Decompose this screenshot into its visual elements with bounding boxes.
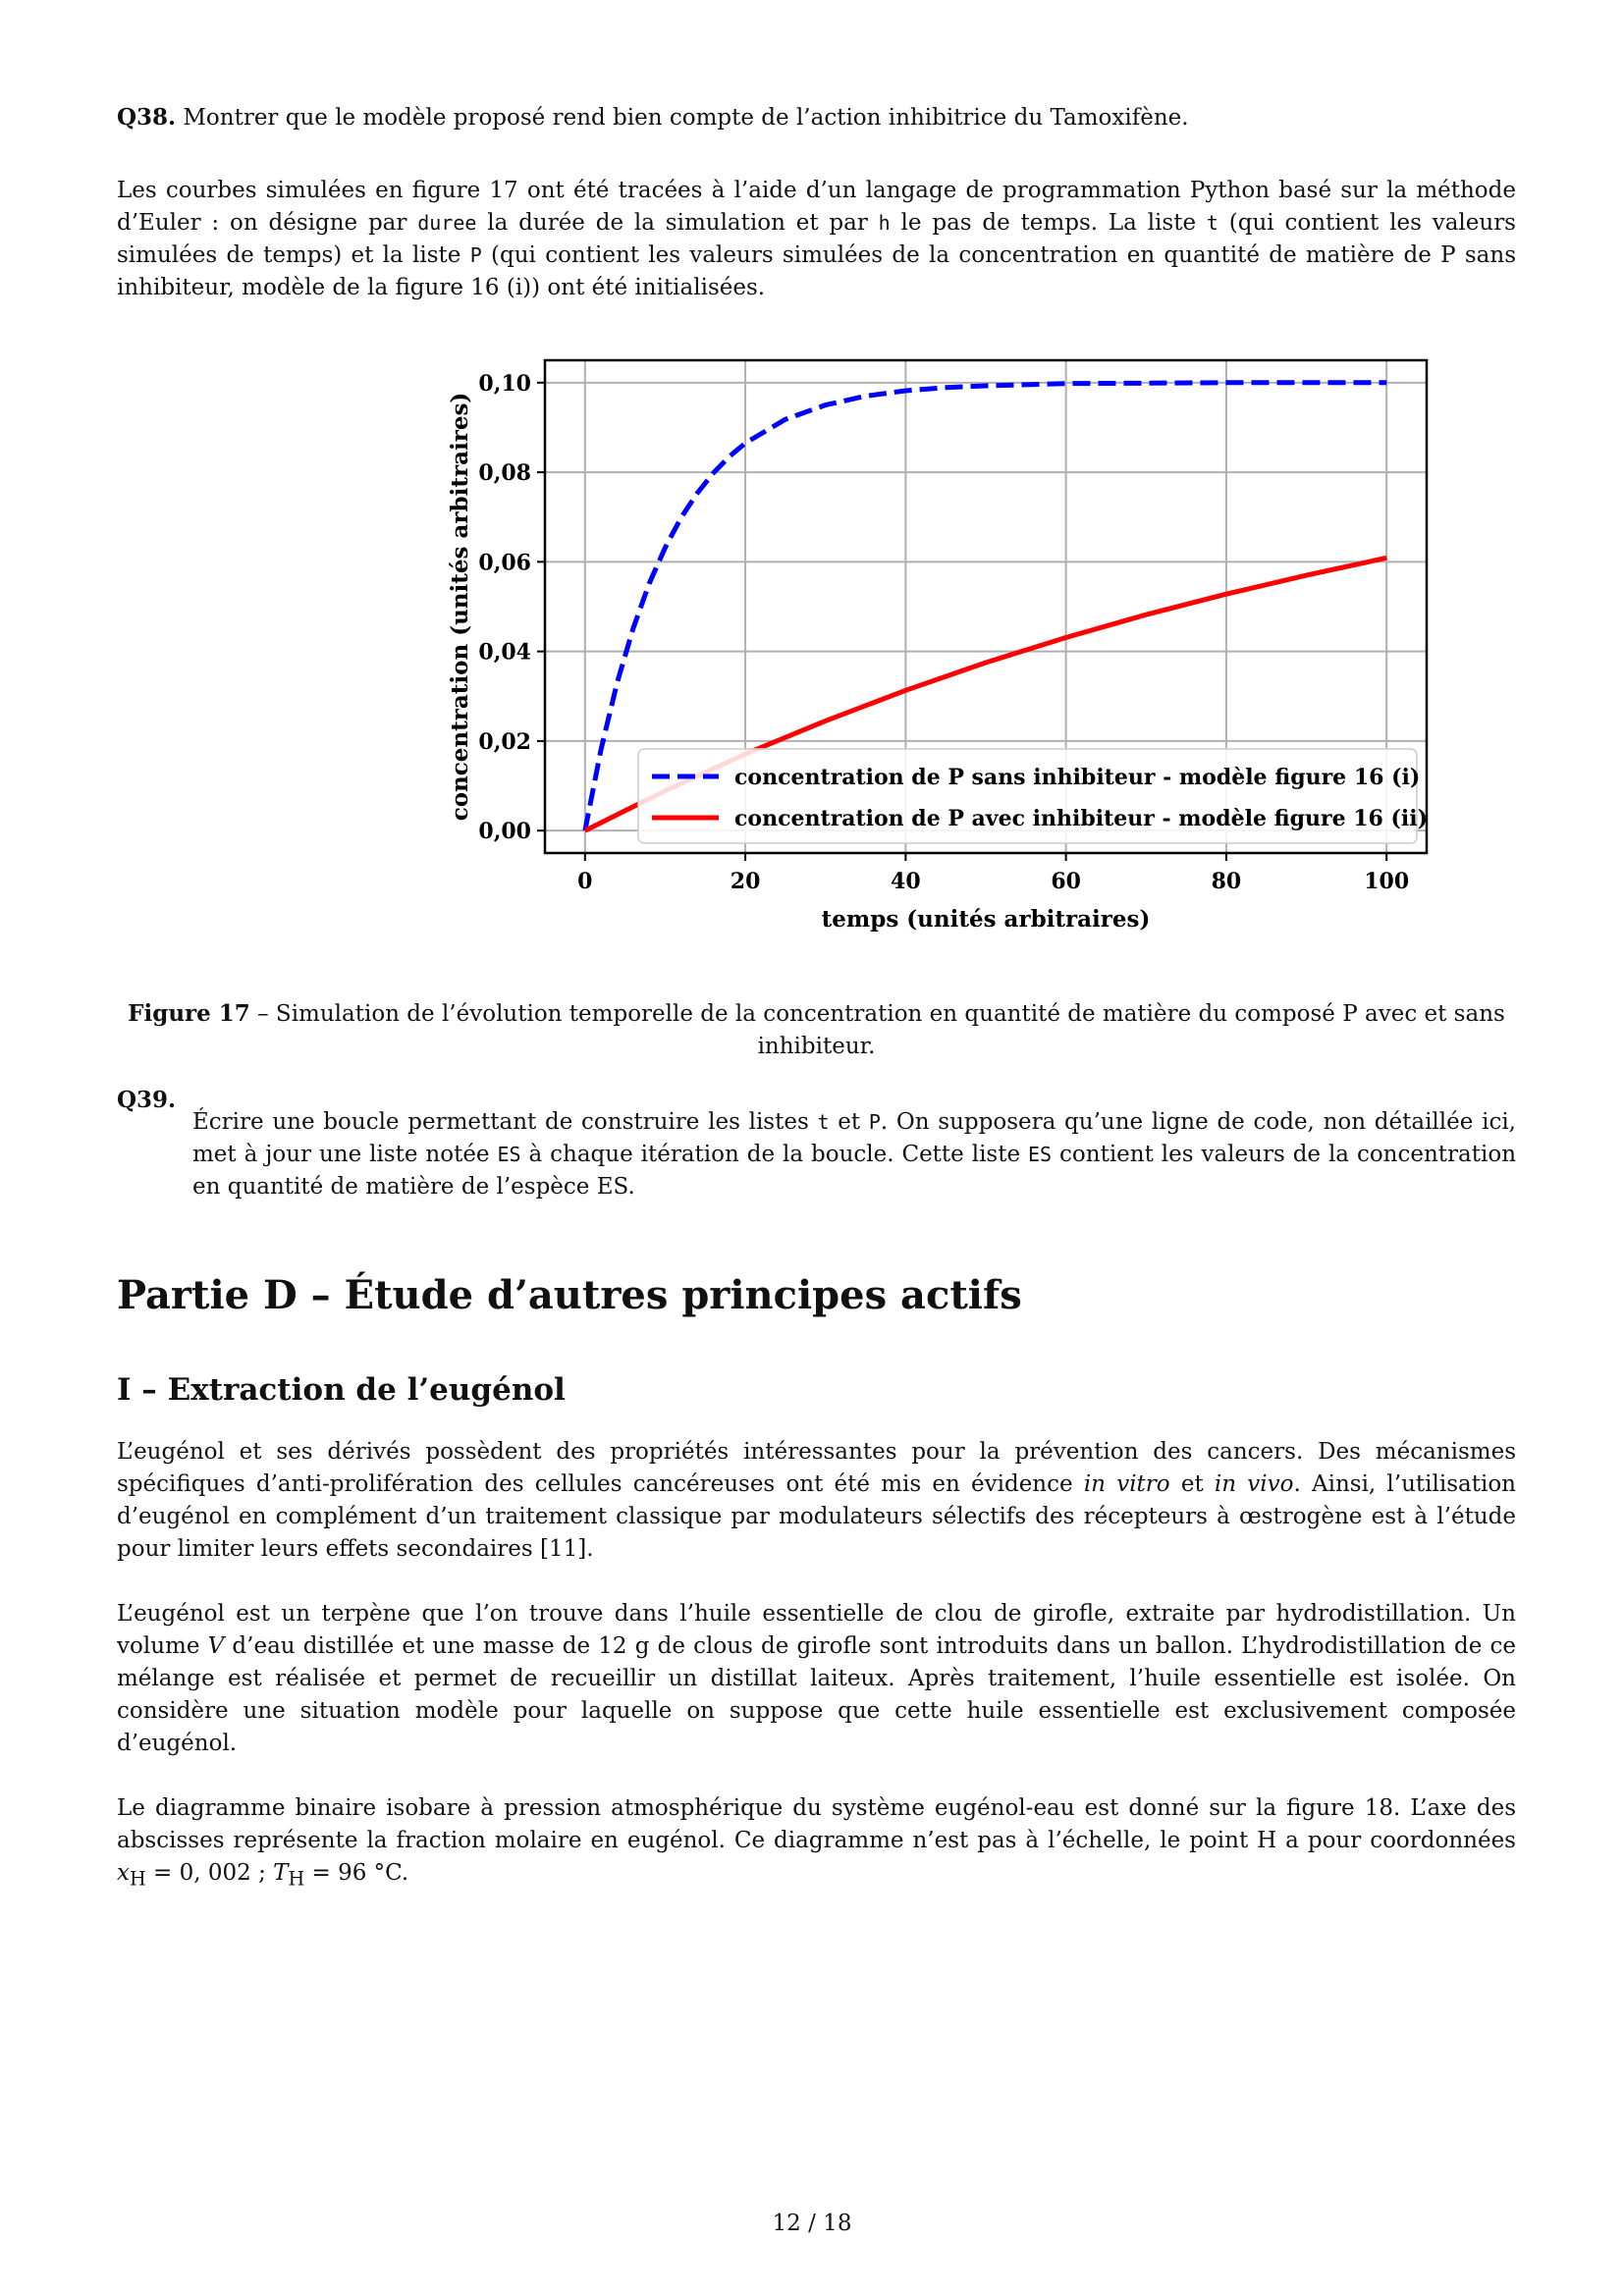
x-tick-label: 60 [1051,869,1081,894]
intro-text-1: Les courbes simulées en figure 17 ont été tracées à l’aide d’un langage de programmation Python basé sur la méthode d’Euler : on désigne par [117,178,1516,236]
question-39 [117,1084,1516,1226]
code-P: P [469,243,482,267]
intro-text-3: le pas de temps. La liste [890,210,1207,236]
paragraph-eugenol-properties [117,1436,1516,1566]
p1-italic-in-vitro: in vitro [1083,1471,1170,1497]
p1-text-3: . Ainsi, l’utilisation d’eugénol en complément d’un traitement classique par modulateurs sélectifs des récepteurs à œstrogène est à l’étude pour limiter leurs effets secondaires [11]. [117,1471,1516,1562]
p1-text-1: L’eugénol et ses dérivés possèdent des propriétés intéressantes pour la prévention des cancers. Des mécanismes spécifiques d’anti-prolifération des cellules cancéreuses ont été mis en évidence [117,1439,1516,1497]
question-38-text: Montrer que le modèle proposé rend bien compte de l’action inhibitrice du Tamoxifène. [183,105,1189,131]
part-title: Partie D – Étude d’autres principes actifs [117,1272,1022,1318]
y-tick-label: 0,10 [478,370,531,397]
intro-paragraph [117,175,1516,304]
question-38-label: Q38. [117,104,177,131]
q39-code-P: P [868,1110,881,1134]
x-tick-label: 40 [891,869,921,894]
p1-text-2: et [1169,1471,1215,1497]
code-t: t [1206,211,1218,235]
p3-var-T: T [273,1860,289,1886]
p2-text-2: d’eau distillée et une masse de 12 g de clous de girofle sont introduits dans un ballon. L’hydrodistillation de ce mélange est réalisée et permet de recueillir un distillat laiteux. Après traitement, l’huile essentielle est isolée. On considère une situation modèle pour laquelle on suppose que cette huile essentielle est exclusivement composée d’eugénol. [117,1633,1516,1756]
caption-label: Figure 17 [128,1000,250,1027]
code-h: h [878,211,891,235]
x-tick-label: 20 [730,869,761,894]
question-38 [117,101,1516,134]
p3-sub-H-1: H [129,1867,146,1891]
legend-label-2: concentration de P avec inhibiteur - modèle figure 16 (ii) [734,806,1429,831]
paragraph-binary-diagram [117,1792,1516,1896]
figure-17-chart [318,339,1447,947]
y-axis-label: concentration (unités arbitraires) [447,392,473,822]
q39-text-4: à chaque itération de la boucle. Cette liste [520,1142,1029,1167]
p3-sub-H-2: H [288,1867,305,1891]
q39-code-t: t [817,1110,830,1134]
y-tick-label: 0,04 [478,639,531,666]
question-39-text [192,1106,1516,1203]
q39-text-5: contient les valeurs de la concentration en quantité de matière de l’espèce ES. [192,1142,1517,1200]
x-axis-label: temps (unités arbitraires) [821,906,1151,933]
p3-T-value: = 96 °C. [304,1860,409,1886]
x-tick-label: 100 [1364,869,1410,894]
p3-var-x: x [117,1860,130,1886]
p2-text-1: L’eugénol est un terpène que l’on trouve dans l’huile essentielle de clou de girofle, extraite par hydrodistillation. Un volume [117,1601,1516,1659]
chart-svg [318,339,1447,947]
code-duree: duree [417,211,477,235]
figure-17-caption [117,997,1516,1063]
x-tick-label: 0 [577,869,593,894]
intro-text-5: (qui contient les valeurs simulées de la concentration en quantité de matière de P sans inhibiteur, modèle de la figure 16 (i)) ont été initialisées. [117,242,1516,300]
y-tick-label: 0,06 [478,550,531,576]
question-39-label: Q39. [117,1087,177,1113]
y-tick-label: 0,00 [478,819,531,845]
p1-italic-in-vivo: in vivo [1214,1471,1294,1497]
page-number: 12 / 18 [772,2211,852,2236]
y-tick-label: 0,02 [478,728,531,755]
intro-text-4: (qui contient les valeurs simulées de temps) et la liste [117,210,1516,268]
q39-code-ES-1: ES [497,1143,521,1166]
legend-label-1: concentration de P sans inhibiteur - modèle figure 16 (i) [734,765,1421,790]
p2-var-V: V [207,1633,225,1659]
q39-code-ES-2: ES [1028,1143,1053,1166]
x-tick-label: 80 [1211,869,1242,894]
intro-text-2: la durée de la simulation et par [476,210,879,236]
paragraph-hydrodistillation [117,1598,1516,1760]
q39-text-2: et [829,1109,869,1135]
caption-text: – Simulation de l’évolution temporelle de la concentration en quantité de matière du composé P avec et sans inhibiteur. [249,1001,1505,1059]
q39-text-3: . On supposera qu’une ligne de code, non détaillée ici, met à jour une liste notée [192,1109,1516,1167]
section-title: I – Extraction de l’eugénol [117,1372,566,1408]
p3-text-1: Le diagramme binaire isobare à pression atmosphérique du système eugénol-eau est donné sur la figure 18. L’axe des abscisses représente la fraction molaire en eugénol. Ce diagramme n’est pas à l’échelle, le point H a pour coordonnées [117,1795,1516,1853]
y-tick-label: 0,08 [478,460,531,487]
q39-text-1: Écrire une boucle permettant de construire les listes [192,1109,818,1135]
p3-x-value: = 0, 002 ; [145,1860,274,1886]
